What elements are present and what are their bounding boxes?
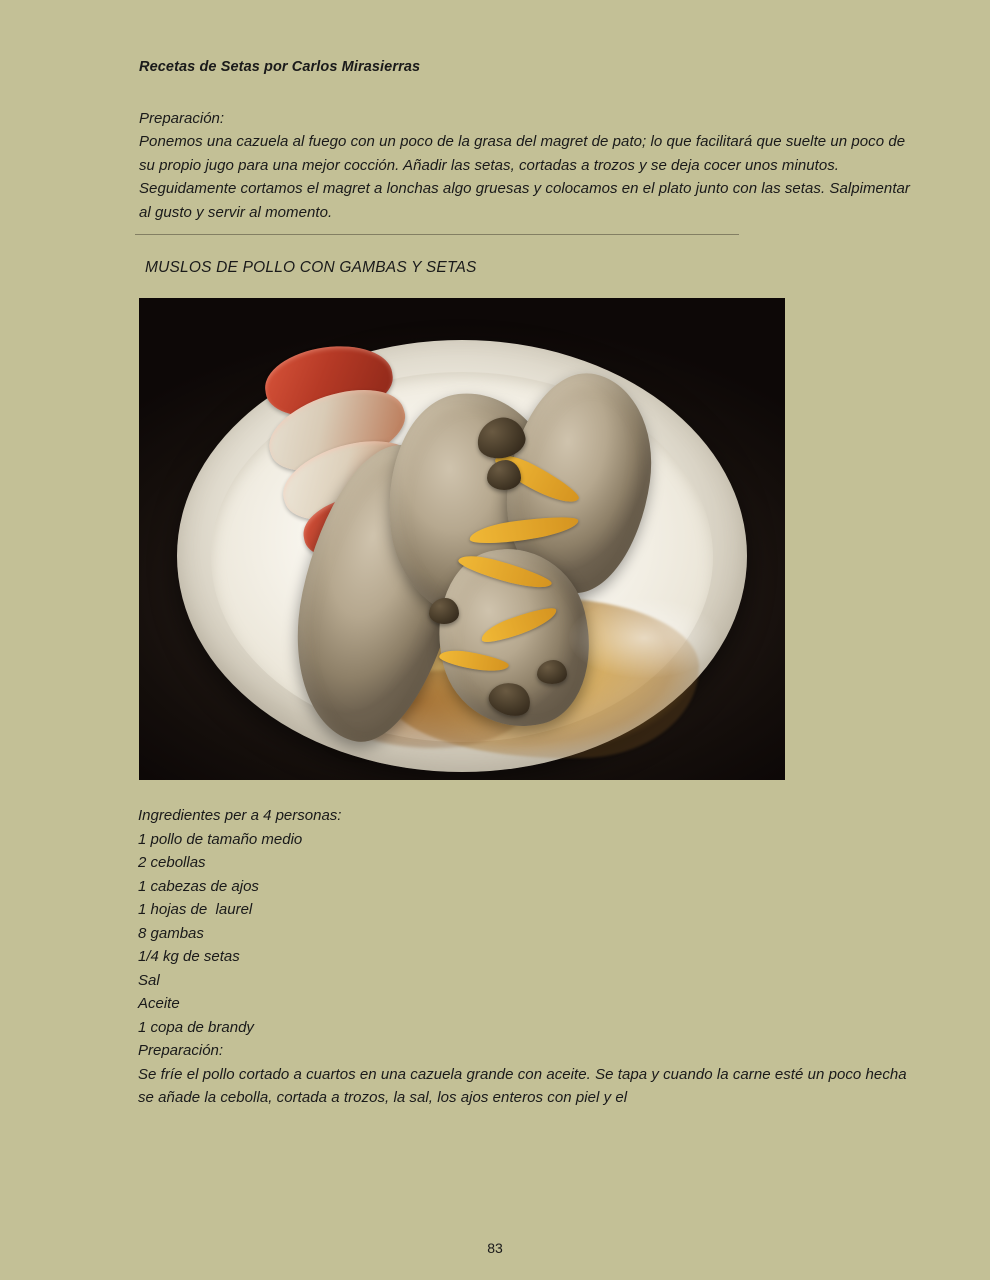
- ingredient-item: 1 cabezas de ajos: [138, 877, 259, 895]
- recipe-title: MUSLOS DE POLLO CON GAMBAS Y SETAS: [145, 259, 477, 277]
- page-content: [139, 58, 919, 1110]
- preparation-text-top: Ponemos una cazuela al fuego con un poco de la grasa del magret de pato; lo que facilitará que suelte un poco de su propio jugo para una mejor cocción. Añadir las setas, cortadas a trozos y se deja cocer unos minutos. Seguidamente cortamos el magret a lonchas algo gruesas y colocamos en el plato junto con las setas. Salpimentar al gusto y servir al momento.: [139, 133, 910, 221]
- ingredients-label: Ingredientes per a 4 personas:: [138, 807, 342, 825]
- ingredient-item: 1/4 kg de setas: [138, 948, 240, 966]
- preparation-section-top: [139, 107, 911, 225]
- ingredient-item: Sal: [138, 971, 160, 989]
- mushroom-piece: [537, 660, 567, 684]
- preparation-label-top: Preparación:: [139, 109, 225, 127]
- ingredient-item: 8 gambas: [138, 924, 204, 942]
- ingredient-item: 1 hojas de laurel: [138, 901, 253, 919]
- ingredient-item: 2 cebollas: [138, 854, 206, 872]
- preparation-text-bottom: Se fríe el pollo cortado a cuartos en una cazuela grande con aceite. Se tapa y cuando la carne esté un poco hecha se añade la cebolla, cortada a trozos, la sal, los ajos enteros con piel y el: [138, 1065, 907, 1107]
- mushroom-piece: [429, 598, 459, 624]
- ingredient-item: 1 copa de brandy: [138, 1018, 254, 1036]
- recipe-photo: [139, 298, 785, 780]
- ingredients-section: [138, 804, 919, 1110]
- recipe-photo-illustration: [139, 298, 785, 780]
- ingredient-item: Aceite: [138, 995, 180, 1013]
- plate-highlight: [569, 598, 719, 678]
- page-number: 83: [487, 1240, 503, 1256]
- ingredient-item: 1 pollo de tamaño medio: [138, 830, 303, 848]
- document-header-title: Recetas de Setas por Carlos Mirasierras: [139, 59, 421, 75]
- mushroom-piece: [487, 460, 521, 490]
- section-divider: [135, 234, 739, 235]
- preparation-label-bottom: Preparación:: [138, 1042, 224, 1060]
